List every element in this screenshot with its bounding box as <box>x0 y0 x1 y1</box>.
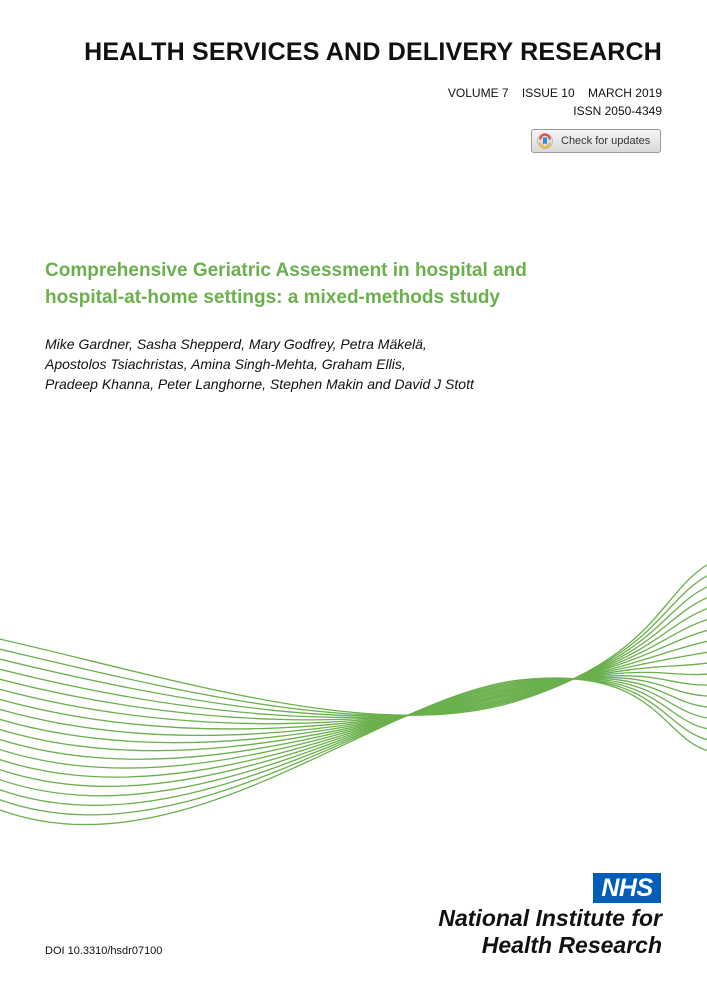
wave-line <box>0 596 707 718</box>
wave-line <box>0 678 707 825</box>
volume-label: VOLUME 7 <box>447 86 509 100</box>
check-for-updates-button[interactable] <box>531 129 661 153</box>
crossmark-icon <box>537 133 553 149</box>
journal-title: HEALTH SERVICES AND DELIVERY RESEARCH <box>84 38 662 66</box>
publisher-name <box>438 905 662 959</box>
author-line: Pradeep Khanna, Peter Langhorne, Stephen Makin and David J Stott <box>45 376 474 392</box>
article-title <box>45 257 625 311</box>
check-for-updates-label: Check for updates <box>561 135 651 147</box>
issn-label: ISSN 2050-4349 <box>573 104 662 118</box>
article-title-line: hospital-at-home settings: a mixed-methods study <box>45 287 500 308</box>
issue-label: ISSUE 10 <box>521 86 575 100</box>
author-line: Mike Gardner, Sasha Shepperd, Mary Godfrey, Petra Mäkelä, <box>45 336 427 352</box>
nhs-logo: NHS <box>593 873 661 903</box>
wave-line <box>0 679 707 815</box>
date-label: MARCH 2019 <box>587 86 662 100</box>
doi-label: DOI 10.3310/hsdr07100 <box>45 945 163 957</box>
publisher-name-line: Health Research <box>481 932 662 958</box>
author-list <box>45 334 605 394</box>
publisher-name-line: National Institute for <box>438 905 662 931</box>
article-title-line: Comprehensive Geriatric Assessment in hospital and <box>45 260 527 281</box>
wave-line <box>0 573 707 715</box>
issue-info <box>448 86 662 100</box>
author-line: Apostolos Tsiachristas, Amina Singh-Mehta, Graham Ellis, <box>45 356 406 372</box>
wave-line <box>0 584 707 716</box>
decorative-wave-lines <box>0 550 707 870</box>
